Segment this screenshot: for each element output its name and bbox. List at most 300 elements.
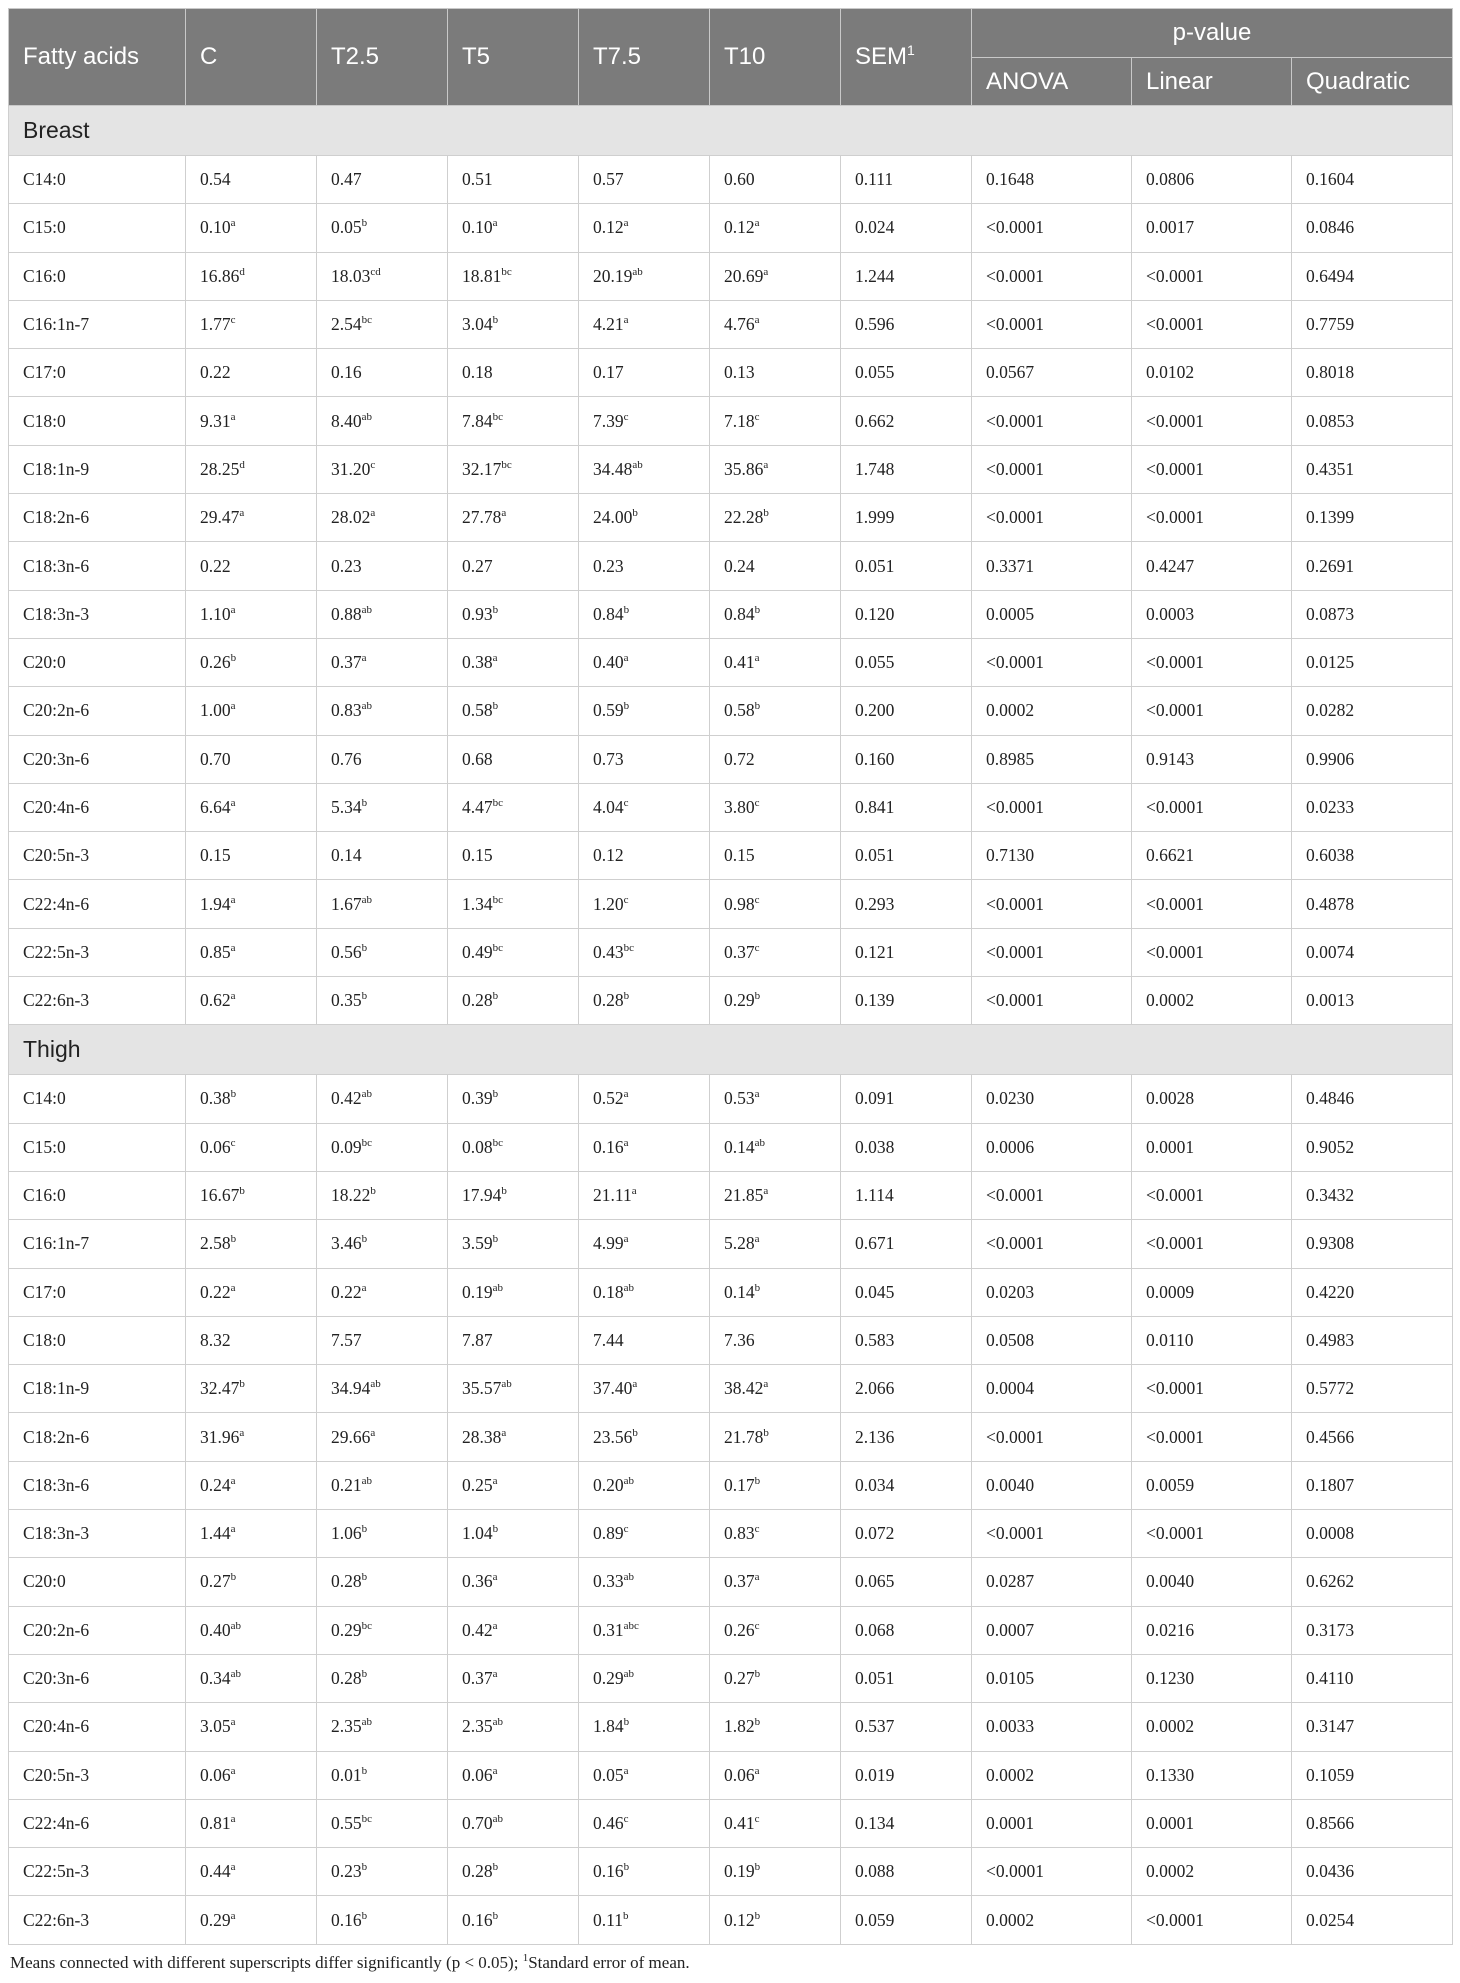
pvalue-cell: 0.9906 [1292,735,1453,783]
value-cell [579,1413,710,1461]
superscript: a [230,941,236,954]
value-cell [710,928,841,976]
superscript: a [230,1861,236,1874]
value: 0.12 [593,845,624,866]
value-cell [710,590,841,638]
sem-cell: 0.034 [841,1461,972,1509]
fatty-acid-name: C22:5n-3 [9,928,186,976]
value-cell [710,1510,841,1558]
superscript: bc [501,458,512,471]
value: 3.04 [462,314,493,335]
sem-cell: 0.596 [841,300,972,348]
value-cell [448,349,579,397]
value: 4.76 [724,314,755,335]
value-cell [579,735,710,783]
pvalue-cell: 0.4220 [1292,1268,1453,1316]
superscript: a [623,1233,629,1246]
value-cell [448,1751,579,1799]
superscript: bc [361,314,373,327]
value: 0.28 [593,990,624,1011]
value: 0.54 [200,169,231,190]
value-cell [710,1848,841,1896]
superscript: b [754,1909,761,1922]
value: 0.55 [331,1812,362,1833]
superscript: a [492,1571,498,1584]
superscript: b [492,990,499,1003]
value: 0.58 [462,700,493,721]
value: 0.16 [462,1909,493,1930]
value: 1.04 [462,1523,493,1544]
superscript: c [230,314,236,327]
value-cell [579,832,710,880]
superscript: b [754,1716,761,1729]
value: 0.49 [462,941,493,962]
value-cell [579,1316,710,1364]
pvalue-cell: 0.9143 [1132,735,1292,783]
pvalue-cell: <0.0001 [1132,494,1292,542]
table-row [9,349,1453,397]
sem-cell: 0.038 [841,1123,972,1171]
superscript: a [230,700,236,713]
value: 0.59 [593,700,624,721]
superscript: bc [492,1136,504,1149]
value-cell [186,1510,317,1558]
value-cell [448,156,579,204]
value: 0.14 [724,1281,755,1302]
sem-cell: 0.072 [841,1510,972,1558]
value: 0.38 [462,652,493,673]
pvalue-cell: 0.0006 [972,1123,1132,1171]
value-cell [710,300,841,348]
value-cell [186,1558,317,1606]
value-cell [186,1896,317,1944]
pvalue-cell: 0.4110 [1292,1654,1453,1702]
value-cell [186,1220,317,1268]
pvalue-cell: 0.0853 [1292,397,1453,445]
superscript: bc [501,265,512,278]
superscript: ab [754,1136,766,1149]
fatty-acid-name: C18:3n-6 [9,542,186,590]
sem-cell: 0.662 [841,397,972,445]
value-cell [579,590,710,638]
pvalue-cell: 0.4878 [1292,880,1453,928]
value: 0.15 [462,845,493,866]
fatty-acid-name: C17:0 [9,1268,186,1316]
superscript: a [230,1523,236,1536]
pvalue-cell: <0.0001 [1132,1896,1292,1944]
value: 0.26 [200,652,231,673]
pvalue-cell: <0.0001 [972,445,1132,493]
pvalue-cell: <0.0001 [1132,1220,1292,1268]
value-cell [448,1365,579,1413]
value-cell [710,735,841,783]
value-cell [710,1751,841,1799]
value: 0.35 [331,990,362,1011]
superscript: a [230,410,236,423]
value: 31.96 [200,1426,240,1447]
value-cell [317,1413,448,1461]
pvalue-cell: <0.0001 [1132,1413,1292,1461]
fatty-acid-name: C18:3n-3 [9,590,186,638]
value-cell [710,1316,841,1364]
pvalue-cell: 0.0040 [1132,1558,1292,1606]
value-cell [317,832,448,880]
superscript: ab [501,1378,512,1391]
value: 34.48 [593,458,633,479]
fatty-acid-name: C15:0 [9,1123,186,1171]
pvalue-cell: <0.0001 [1132,252,1292,300]
value-cell [317,928,448,976]
fatty-acid-name: C20:2n-6 [9,1606,186,1654]
superscript: a [230,893,236,906]
value: 0.24 [200,1474,231,1495]
superscript: a [492,217,498,230]
pvalue-cell: 0.8985 [972,735,1132,783]
value: 0.56 [331,941,362,962]
pvalue-cell: <0.0001 [1132,1510,1292,1558]
header-group-t10: T10 [710,9,841,106]
value-cell [448,1896,579,1944]
value-cell [448,928,579,976]
value-cell [317,1075,448,1123]
pvalue-cell: 0.0074 [1292,928,1453,976]
sem-cell: 1.748 [841,445,972,493]
value: 0.12 [593,217,624,238]
value: 0.06 [724,1764,755,1785]
value: 1.34 [462,893,493,914]
value-cell [579,880,710,928]
value-cell [186,1606,317,1654]
value: 7.84 [462,410,493,431]
value-cell [710,252,841,300]
value-cell [579,1751,710,1799]
pvalue-cell: 0.1807 [1292,1461,1453,1509]
pvalue-cell: 0.0846 [1292,204,1453,252]
pvalue-cell: 0.0203 [972,1268,1132,1316]
header-quadratic: Quadratic [1292,58,1453,106]
value-cell [579,300,710,348]
value: 0.12 [724,1909,755,1930]
pvalue-cell: 0.5772 [1292,1365,1453,1413]
sem-cell: 0.019 [841,1751,972,1799]
value: 1.44 [200,1523,231,1544]
value: 3.46 [331,1233,362,1254]
value-cell [186,1799,317,1847]
value: 18.22 [331,1185,371,1206]
superscript: b [361,797,368,809]
value: 0.21 [331,1474,362,1495]
pvalue-cell: 0.8566 [1292,1799,1453,1847]
fatty-acid-name: C22:4n-6 [9,1799,186,1847]
pvalue-cell: 0.0216 [1132,1606,1292,1654]
value-cell [710,1799,841,1847]
value-cell [448,977,579,1025]
value: 0.53 [724,1088,755,1109]
pvalue-cell: 0.6038 [1292,832,1453,880]
sem-cell: 0.065 [841,1558,972,1606]
superscript: b [361,1909,368,1922]
value: 0.29 [200,1909,231,1930]
value: 0.22 [200,1281,231,1302]
pvalue-cell: 0.0233 [1292,783,1453,831]
superscript: ab [623,1571,635,1584]
superscript: a [230,797,236,809]
fatty-acid-name: C20:0 [9,1558,186,1606]
pvalue-cell: <0.0001 [972,977,1132,1025]
superscript: a [239,1426,245,1439]
sem-cell: 0.111 [841,156,972,204]
superscript: b [632,1426,638,1439]
value-cell [448,832,579,880]
pvalue-cell: 0.1059 [1292,1751,1453,1799]
value: 35.86 [724,458,764,479]
superscript: b [754,1474,761,1487]
value-cell [579,156,710,204]
superscript: a [361,652,367,665]
value-cell [579,1171,710,1219]
pvalue-cell: 0.7759 [1292,300,1453,348]
value: 0.29 [724,990,755,1011]
pvalue-cell: 0.0002 [972,1896,1132,1944]
value-cell [448,735,579,783]
value: 0.14 [331,845,362,866]
sem-cell: 0.068 [841,1606,972,1654]
fatty-acid-name: C18:2n-6 [9,494,186,542]
superscript: bc [492,797,504,809]
value: 23.56 [593,1426,633,1447]
value-cell [317,1510,448,1558]
pvalue-cell: 0.6494 [1292,252,1453,300]
table-row [9,156,1453,204]
pvalue-cell: 0.3173 [1292,1606,1453,1654]
value-cell [317,1896,448,1944]
pvalue-cell: 0.0009 [1132,1268,1292,1316]
value: 1.06 [331,1523,362,1544]
table-row [9,687,1453,735]
sem-cell: 0.671 [841,1220,972,1268]
value-cell [579,1461,710,1509]
value-cell [317,1606,448,1654]
superscript: c [230,1136,236,1149]
value: 0.14 [724,1136,755,1157]
value-cell [710,832,841,880]
value-cell [710,1461,841,1509]
value-cell [317,397,448,445]
sem-cell: 0.134 [841,1799,972,1847]
value-cell [579,1220,710,1268]
superscript: ab [632,265,643,278]
value: 0.09 [331,1136,362,1157]
header-linear: Linear [1132,58,1292,106]
sem-cell: 1.244 [841,252,972,300]
value: 21.11 [593,1185,632,1206]
value: 1.82 [724,1716,755,1737]
value-cell [317,1654,448,1702]
value: 7.36 [724,1329,755,1350]
section-row [9,1025,1453,1075]
fatty-acid-name: C15:0 [9,204,186,252]
table-row [9,590,1453,638]
superscript: c [623,893,629,906]
pvalue-cell: 0.0002 [1132,977,1292,1025]
value-cell [186,1461,317,1509]
pvalue-cell: 0.0002 [972,1751,1132,1799]
superscript: a [631,1185,637,1198]
value-cell [448,1220,579,1268]
superscript: ab [492,1281,504,1294]
fatty-acid-name: C17:0 [9,349,186,397]
value-cell [579,1703,710,1751]
value: 0.84 [593,603,624,624]
value: 0.28 [331,1668,362,1689]
value-cell [317,1220,448,1268]
superscript: a [230,603,236,616]
footnote-sup: 1 [522,1951,529,1964]
superscript: b [763,507,769,520]
superscript: a [754,1088,760,1101]
value: 0.28 [462,990,493,1011]
pvalue-cell: 0.3432 [1292,1171,1453,1219]
value: 16.86 [200,265,240,286]
value: 0.88 [331,603,362,624]
superscript: ab [632,458,643,471]
value-cell [448,638,579,686]
sem-cell: 0.088 [841,1848,972,1896]
value-cell [710,397,841,445]
pvalue-cell: 0.4566 [1292,1413,1453,1461]
pvalue-cell: <0.0001 [972,204,1132,252]
superscript: cd [370,265,381,278]
value: 28.25 [200,458,240,479]
superscript: a [492,1668,498,1681]
value-cell [579,349,710,397]
superscript: a [754,314,760,327]
value: 0.06 [200,1136,231,1157]
superscript: b [754,1668,761,1681]
superscript: bc [623,941,635,954]
value-cell [186,735,317,783]
value: 0.37 [724,941,755,962]
value-cell [448,1461,579,1509]
table-row [9,880,1453,928]
value: 0.17 [724,1474,755,1495]
value-cell [579,1654,710,1702]
fatty-acid-name: C20:0 [9,638,186,686]
superscript: abc [623,1619,639,1632]
footnote-text: Means connected with different superscripts differ significantly (p < 0.05); [10,1952,523,1972]
superscript: b [754,1861,761,1874]
pvalue-cell: 0.0436 [1292,1848,1453,1896]
pvalue-cell: <0.0001 [972,1510,1132,1558]
value: 0.23 [331,555,362,576]
superscript: a [623,217,629,230]
value-cell [317,735,448,783]
value: 37.40 [593,1378,633,1399]
value-cell [710,349,841,397]
superscript: a [501,507,507,520]
value-cell [448,1606,579,1654]
value-cell [710,880,841,928]
superscript: a [492,1619,498,1632]
table-row [9,1171,1453,1219]
value-cell [317,880,448,928]
value-cell [317,349,448,397]
value: 5.28 [724,1233,755,1254]
value-cell [317,1848,448,1896]
superscript: a [230,1764,236,1777]
value: 27.78 [462,507,502,528]
table-row [9,1654,1453,1702]
value: 4.04 [593,797,624,817]
value: 9.31 [200,410,231,431]
pvalue-cell: 0.1604 [1292,156,1453,204]
value: 0.70 [462,1812,493,1833]
superscript: a [754,1233,760,1246]
value-cell [448,397,579,445]
value-cell [186,349,317,397]
superscript: b [230,1088,237,1101]
superscript: bc [361,1136,373,1149]
value-cell [710,977,841,1025]
value: 0.34 [200,1668,231,1689]
value-cell [186,1654,317,1702]
pvalue-cell: <0.0001 [1132,638,1292,686]
pvalue-cell: 0.0102 [1132,349,1292,397]
value-cell [579,397,710,445]
value-cell [317,687,448,735]
superscript: b [361,1571,368,1584]
fatty-acid-name: C16:0 [9,252,186,300]
value-cell [186,687,317,735]
value: 0.44 [200,1861,231,1882]
superscript: b [754,603,761,616]
value: 20.19 [593,265,633,286]
superscript: d [239,458,245,471]
value-cell [710,1268,841,1316]
superscript: b [763,1426,769,1439]
superscript: ab [492,1812,504,1825]
superscript: a [763,1185,769,1198]
value: 29.66 [331,1426,371,1447]
superscript: a [501,1426,507,1439]
pvalue-cell: <0.0001 [1132,300,1292,348]
value: 0.98 [724,893,755,914]
fatty-acid-name: C18:0 [9,397,186,445]
value-cell [579,542,710,590]
value-cell [186,397,317,445]
superscript: a [754,217,760,230]
pvalue-cell: 0.1648 [972,156,1132,204]
superscript: b [492,700,499,713]
value: 0.33 [593,1571,624,1592]
value: 3.59 [462,1233,493,1254]
pvalue-cell: 0.0008 [1292,1510,1453,1558]
value: 4.47 [462,797,493,817]
superscript: d [239,265,245,278]
value-cell [448,1510,579,1558]
superscript: b [370,1185,376,1198]
value-cell [448,1075,579,1123]
value: 0.72 [724,748,755,769]
table-row [9,783,1453,831]
superscript: ab [361,700,373,713]
sem-cell: 0.841 [841,783,972,831]
pvalue-cell: 0.1399 [1292,494,1453,542]
superscript: a [492,1474,498,1487]
value: 0.84 [724,603,755,624]
value-cell [710,1220,841,1268]
pvalue-cell: 0.0567 [972,349,1132,397]
